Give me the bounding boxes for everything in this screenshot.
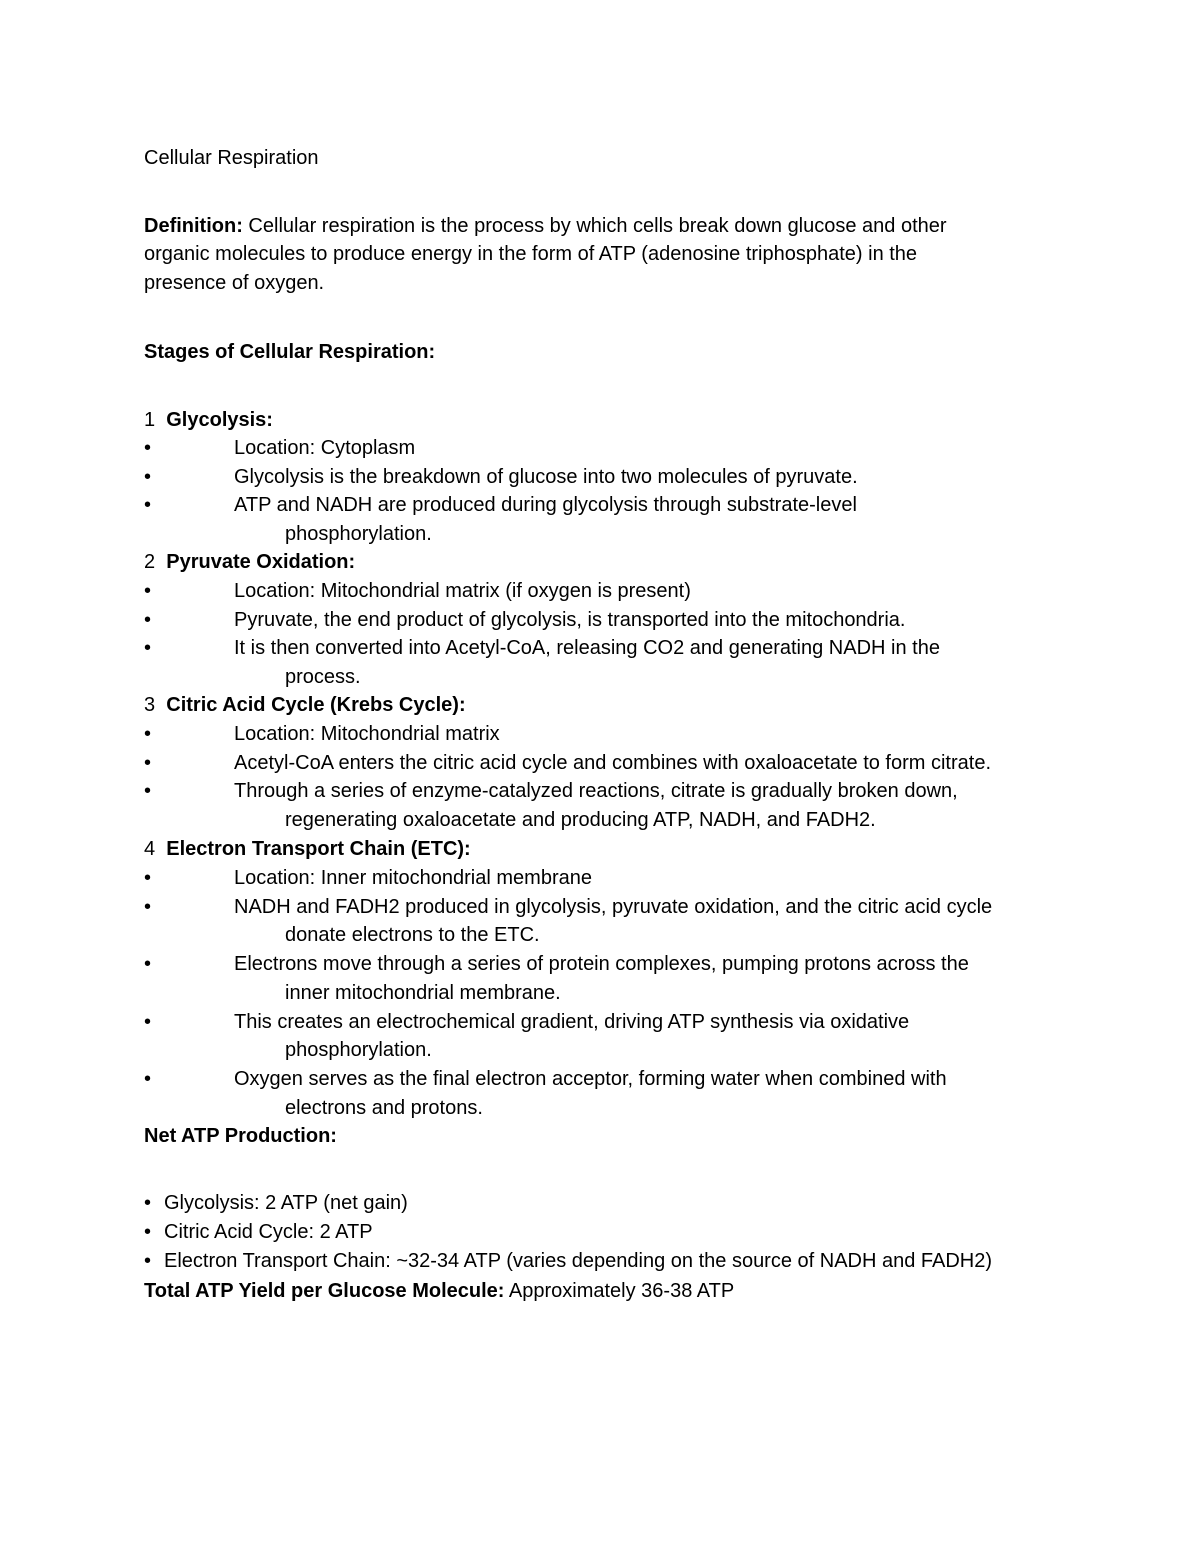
bullet-icon: • <box>144 723 152 745</box>
definition-line-3: presence of oxygen. <box>144 272 325 294</box>
bullet-icon: • <box>144 1068 152 1090</box>
document-title: Cellular Respiration <box>144 147 319 169</box>
stage-name: Pyruvate Oxidation: <box>166 551 356 573</box>
bullet-icon: • <box>144 780 152 802</box>
bullet-icon: • <box>144 752 152 774</box>
stage-bullet-continuation: phosphorylation. <box>285 523 432 545</box>
stage-bullet-text: Acetyl-CoA enters the citric acid cycle and combines with oxaloacetate to form citrate. <box>234 752 992 774</box>
stage-bullet-continuation: phosphorylation. <box>285 1039 432 1061</box>
stage-bullet-text: Through a series of enzyme-catalyzed reactions, citrate is gradually broken down, <box>234 780 958 802</box>
stage-bullet-text: Location: Mitochondrial matrix (if oxygen is present) <box>234 580 691 602</box>
stage-number: 2 <box>144 551 156 573</box>
definition-line-1 <box>144 212 947 240</box>
definition-line-2: organic molecules to produce energy in the form of ATP (adenosine triphosphate) in the <box>144 243 918 265</box>
bullet-icon: • <box>144 494 152 516</box>
bullet-icon: • <box>144 637 152 659</box>
net-atp-item: Glycolysis: 2 ATP (net gain) <box>164 1192 408 1214</box>
stage-bullet-continuation: electrons and protons. <box>285 1097 483 1119</box>
bullet-icon: • <box>144 437 152 459</box>
stage-bullet-text: ATP and NADH are produced during glycolysis through substrate-level <box>234 494 857 516</box>
bullet-icon: • <box>144 867 152 889</box>
stage-bullet-text: Electrons move through a series of protein complexes, pumping protons across the <box>234 953 969 975</box>
definition-label: Definition: <box>144 215 243 237</box>
bullet-icon: • <box>144 1011 152 1033</box>
total-atp-line <box>144 1277 734 1305</box>
stage-bullet-text: This creates an electrochemical gradient, driving ATP synthesis via oxidative <box>234 1011 910 1033</box>
stage-bullet-text: Location: Inner mitochondrial membrane <box>234 867 592 889</box>
stage-heading <box>144 406 273 434</box>
bullet-icon: • <box>144 466 152 488</box>
stage-number: 4 <box>144 838 156 860</box>
total-atp-label: Total ATP Yield per Glucose Molecule: <box>144 1280 505 1302</box>
bullet-icon: • <box>144 896 152 918</box>
stage-bullet-text: Oxygen serves as the final electron acceptor, forming water when combined with <box>234 1068 947 1090</box>
bullet-icon: • <box>144 1192 152 1214</box>
stage-bullet-text: Location: Cytoplasm <box>234 437 416 459</box>
stage-bullet-text: It is then converted into Acetyl-CoA, releasing CO2 and generating NADH in the <box>234 637 940 659</box>
stage-bullet-text: Pyruvate, the end product of glycolysis, is transported into the mitochondria. <box>234 609 906 631</box>
definition-text-1: Cellular respiration is the process by which cells break down glucose and other <box>242 215 947 237</box>
stage-bullet-text: NADH and FADH2 produced in glycolysis, pyruvate oxidation, and the citric acid cycle <box>234 896 993 918</box>
total-atp-value: Approximately 36-38 ATP <box>504 1280 735 1302</box>
stage-name: Citric Acid Cycle (Krebs Cycle): <box>166 694 466 716</box>
net-atp-item: Citric Acid Cycle: 2 ATP <box>164 1221 373 1243</box>
stage-heading <box>144 691 466 719</box>
stage-bullet-continuation: inner mitochondrial membrane. <box>285 982 561 1004</box>
stage-name: Glycolysis: <box>166 409 273 431</box>
stage-bullet-text: Glycolysis is the breakdown of glucose into two molecules of pyruvate. <box>234 466 858 488</box>
stages-heading: Stages of Cellular Respiration: <box>144 341 436 363</box>
net-atp-item: Electron Transport Chain: ~32-34 ATP (varies depending on the source of NADH and FADH2) <box>164 1250 993 1272</box>
net-atp-heading: Net ATP Production: <box>144 1125 337 1147</box>
stage-heading <box>144 548 355 576</box>
bullet-icon: • <box>144 1221 152 1243</box>
bullet-icon: • <box>144 953 152 975</box>
bullet-icon: • <box>144 609 152 631</box>
stage-heading <box>144 835 471 863</box>
bullet-icon: • <box>144 580 152 602</box>
stage-bullet-continuation: process. <box>285 666 361 688</box>
bullet-icon: • <box>144 1250 152 1272</box>
stage-number: 1 <box>144 409 156 431</box>
stage-bullet-continuation: donate electrons to the ETC. <box>285 924 540 946</box>
stage-name: Electron Transport Chain (ETC): <box>166 838 471 860</box>
stage-number: 3 <box>144 694 156 716</box>
stage-bullet-text: Location: Mitochondrial matrix <box>234 723 500 745</box>
stage-bullet-continuation: regenerating oxaloacetate and producing ATP, NADH, and FADH2. <box>285 809 876 831</box>
